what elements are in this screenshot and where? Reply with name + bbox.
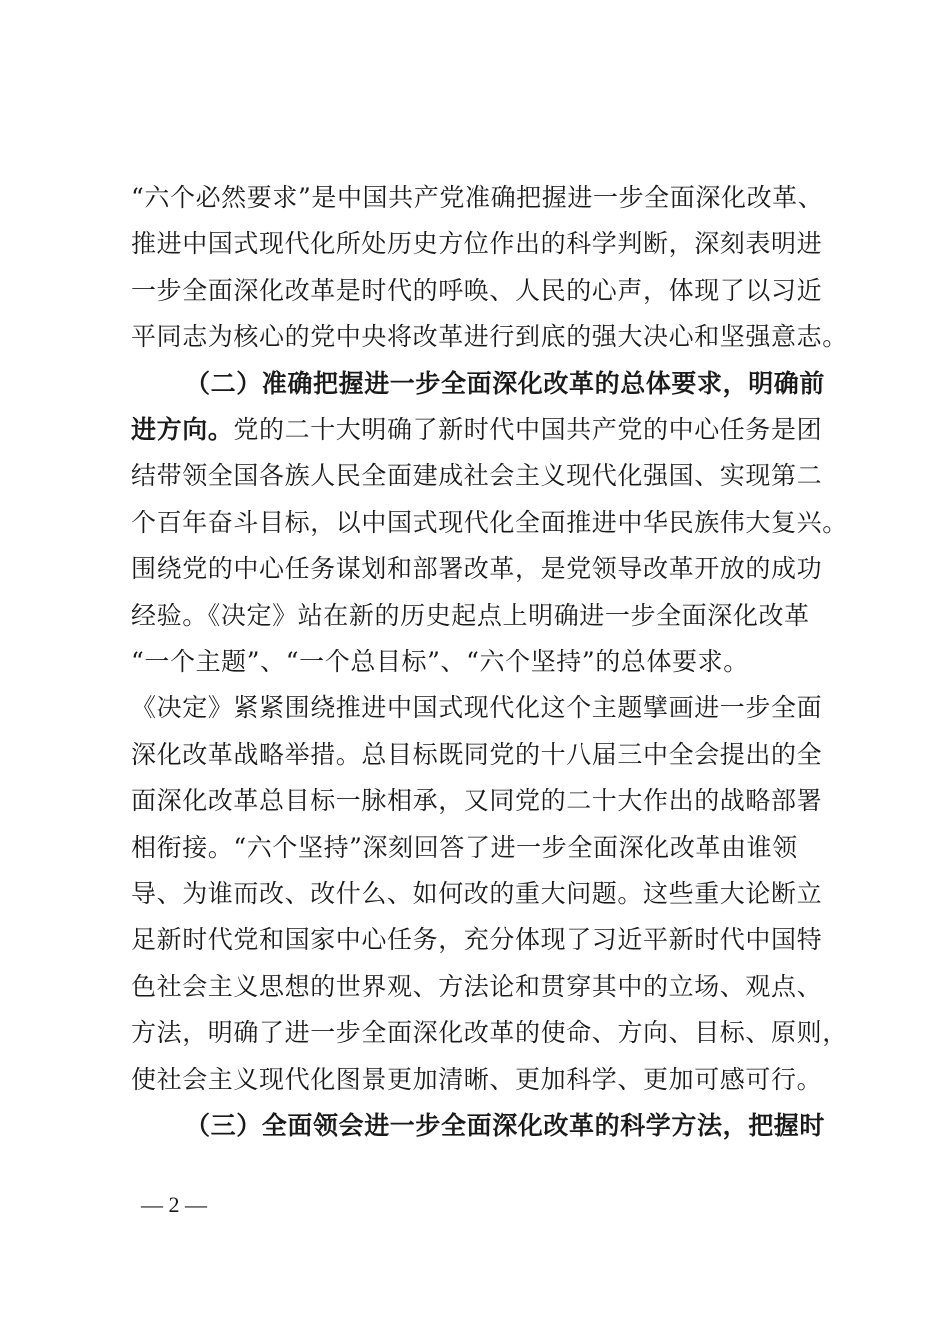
- body-text: 色社会主义思想的世界观、方法论和贯穿其中的立场、观点、: [131, 971, 823, 1001]
- body-text: 围绕党的中心任务谋划和部署改革，是党领导改革开放的成功: [131, 554, 823, 584]
- body-text: 深化改革战略举措。总目标既同党的十八届三中全会提出的全: [131, 739, 823, 769]
- body-text: 结带领全国各族人民全面建成社会主义现代化强国、实现第二: [131, 461, 823, 491]
- body-text: 足新时代党和国家中心任务，充分体现了习近平新时代中国特: [131, 925, 823, 955]
- text-line: [131, 874, 821, 914]
- text-line: [131, 178, 824, 218]
- text-line: [131, 224, 821, 264]
- bold-heading-text: （三）全面领会进一步全面深化改革的科学方法，把握时: [185, 1111, 826, 1140]
- body-text: 推进中国式现代化所处历史方位作出的科学判断，深刻表明进: [131, 229, 823, 259]
- text-line: [131, 781, 821, 821]
- text-line: [131, 688, 821, 728]
- body-text: 使社会主义现代化图景更加清晰、更加科学、更加可感可行。: [131, 1064, 823, 1094]
- text-line: [131, 1013, 848, 1053]
- text-line: [131, 596, 821, 636]
- text-line: [185, 1106, 875, 1146]
- text-line: [131, 735, 821, 775]
- page-number: — 2 —: [141, 1192, 207, 1217]
- body-text: “一个主题”、“一个总目标”、“六个坚持”的总体要求。: [131, 647, 749, 676]
- body-text: 党的二十大明确了新时代中国共产党的中心任务是团: [233, 415, 823, 444]
- body-text: 个百年奋斗目标，以中国式现代化全面推进中华民族伟大复兴。: [131, 507, 848, 537]
- body-text: 平同志为核心的党中央将改革进行到底的强大决心和坚强意志。: [131, 322, 848, 352]
- text-line: [185, 364, 875, 404]
- text-line: [131, 271, 821, 311]
- text-line: [131, 317, 848, 357]
- body-text: “六个必然要求”是中国共产党准确把握进一步全面深化改革、: [131, 183, 824, 212]
- bold-heading-text: （二）准确把握进一步全面深化改革的总体要求，明确前: [185, 368, 826, 398]
- text-line: [131, 642, 821, 682]
- bold-heading-text: 进方向。: [131, 415, 234, 444]
- body-text: 经验。《决定》站在新的历史起点上明确进一步全面深化改革: [131, 600, 810, 630]
- text-line: [131, 503, 848, 543]
- body-text: 面深化改革总目标一脉相承，又同党的二十大作出的战略部署: [131, 786, 823, 816]
- text-line: [131, 1060, 821, 1100]
- body-text: 方法，明确了进一步全面深化改革的使命、方向、目标、原则，: [131, 1018, 848, 1048]
- text-line: [131, 967, 821, 1007]
- text-line: [131, 828, 821, 868]
- body-text: 导、为谁而改、改什么、如何改的重大问题。这些重大论断立: [131, 879, 823, 908]
- text-line: [131, 456, 821, 496]
- text-line: [131, 410, 821, 450]
- body-text: 一步全面深化改革是时代的呼唤、人民的心声，体现了以习近: [131, 275, 823, 305]
- text-line: [131, 549, 821, 589]
- text-line: [131, 920, 821, 960]
- body-text: 《决定》紧紧围绕推进中国式现代化这个主题擘画进一步全面: [131, 693, 823, 723]
- body-text: 相衔接。“六个坚持”深刻回答了进一步全面深化改革由谁领: [131, 832, 798, 862]
